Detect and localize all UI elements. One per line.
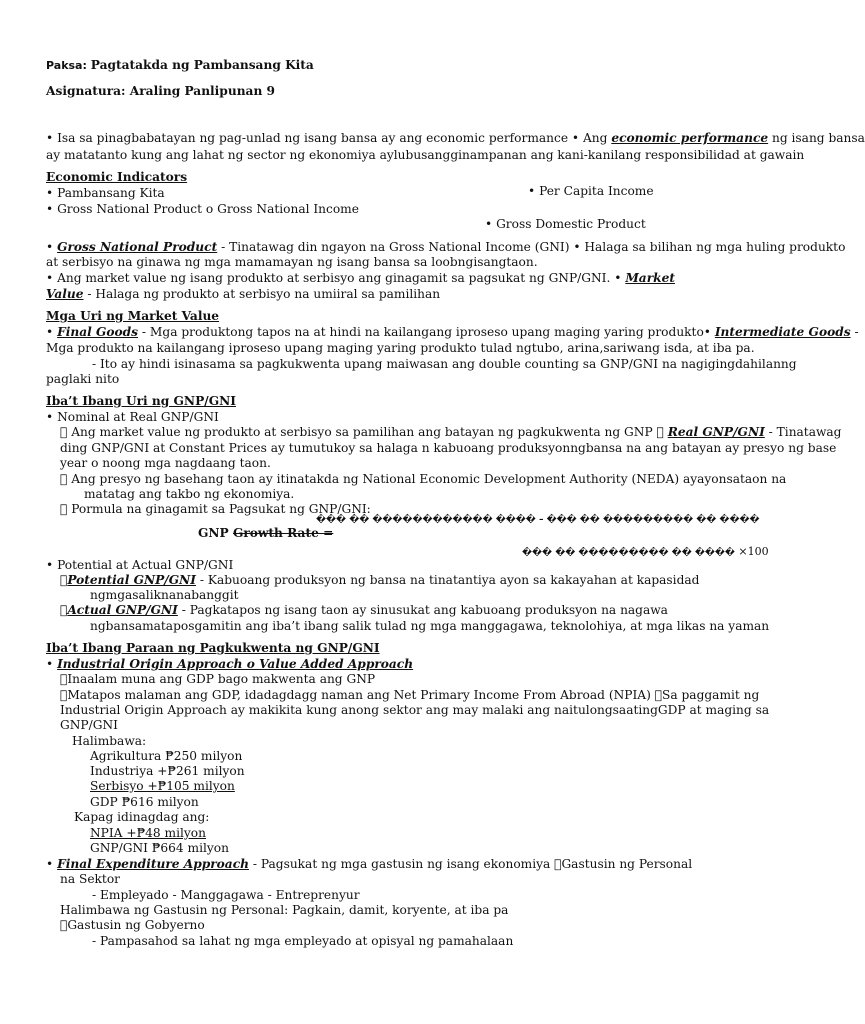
kinds-text: Ang market value ng produkto at serbisyo sa pamilihan ang batayan ng pagkukwenta ng GNP: [60, 425, 646, 439]
actual-gnp-term: Actual GNP/GNI: [60, 603, 171, 617]
gnp-def-line-3: [46, 271, 675, 286]
kinds-line-3: year o noong mga nagdaang taon.: [60, 456, 271, 470]
gnp-def-text: - Halaga ng produkto at serbisyo na umiiral sa pamilihan: [83, 287, 441, 301]
methods-line-4: GNP/GNI: [60, 718, 118, 732]
kinds-text: - Kabuoang produksyon ng bansa na tinatantiya ayon sa kakayahan at kapasidad: [188, 573, 693, 587]
value-term: Value: [46, 287, 84, 301]
actual-line-2: ngbansamataposgamitin ang iba’t ibang salik tulad ng mga manggagawa, teknolohiya, at mga likas na yaman: [90, 619, 770, 633]
real-gnp-term: Real GNP/GNI: [645, 425, 743, 439]
bullet: •: [46, 325, 58, 339]
gnp-def-text: - Tinatawag din ngayon na Gross National Income (GNI) • Halaga sa bilihan ng mga huling produkto: [217, 240, 846, 254]
indicator-item: • Gross Domestic Product: [485, 217, 646, 231]
final-goods-term: Final Goods: [57, 325, 139, 339]
indicator-item: • Gross National Product o Gross National Income: [46, 202, 359, 216]
potential-line-1: [60, 573, 699, 588]
kinds-text: - Pagkatapos ng isang taon ay sinusukat ang kabuoang produksyon na nagawa: [170, 603, 661, 617]
intro-text: • Isa sa pinagbabatayan ng pag-unlad ng isang bansa ay ang economic performance • Ang: [46, 131, 612, 145]
ioa-line: [46, 657, 413, 672]
gnp-def-line-2: at serbisyo na ginawa ng mga mamamayan ng isang bansa sa loobngisangtaon.: [46, 255, 538, 269]
market-text: - Mga produktong tapos na at hindi na kailangang iproseso upang maging yaring produkto•: [138, 325, 715, 339]
methods-line-3: Industrial Origin Approach ay makikita kung anong sektor ang may malaki ang naitulongsaatingGDP at maging sa: [60, 703, 770, 717]
topic-label: Paksa:: [46, 59, 87, 72]
bullet: •: [46, 657, 58, 671]
example-kapag: Kapag idinagdag ang:: [74, 810, 210, 824]
kinds-line-2: ding GNP/GNI at Constant Prices ay tumutukoy sa halaga n kabuoang produksyonngbansa na ang batayan ay presyo ng base: [60, 441, 837, 455]
ioa-term: Industrial Origin Approach o Value Added Approach: [57, 657, 414, 671]
fea-line-4: Halimbawa ng Gastusin ng Personal: Pagkain, damit, koryente, at iba pa: [60, 903, 509, 917]
fea-line-5: Gastusin ng Gobyerno: [60, 918, 198, 932]
example-ind: Industriya +₱261 milyon: [90, 764, 245, 778]
example-label: Halimbawa:: [72, 734, 147, 748]
methods-heading: Iba’t Ibang Paraan ng Pagkukwenta ng GNP/GNI: [46, 641, 380, 655]
kinds-line-5: matatag ang takbo ng ekonomiya.: [84, 487, 295, 501]
market-line-3: - Ito ay hindi isinasama sa pagkukwenta upang maiwasan ang double counting sa GNP/GNI na nagigingdahilanng: [92, 357, 797, 371]
bullet: •: [46, 857, 58, 871]
market-line-2: Mga produkto na kailangang iproseso upang maging yaring produkto tulad ngtubo, arina,sariwang isda, at iba pa.: [46, 341, 755, 355]
indicator-item: • Pambansang Kita: [46, 186, 165, 200]
formula-denominator-line: [522, 544, 769, 561]
kinds-line-4: Ang presyo ng basehang taon ay itinatakda ng National Economic Development Authority (NEDA) ayayonsataon na: [60, 472, 776, 486]
fea-line-3: - Empleyado - Manggagawa - Entreprenyur: [92, 888, 360, 902]
example-gnp: GNP/GNI ₱664 milyon: [90, 841, 229, 855]
market-text: -: [850, 325, 859, 339]
actual-line-1: [60, 603, 668, 618]
nominal-real-line: • Nominal at Real GNP/GNI: [46, 410, 219, 424]
kinds-heading: Iba’t Ibang Uri ng GNP/GNI: [46, 394, 236, 408]
example-gdp: GDP ₱616 milyon: [90, 795, 199, 809]
example-agri: Agrikultura ₱250 milyon: [90, 749, 243, 763]
formula-growth-rate: Growth Rate =: [232, 526, 334, 540]
formula-times: ×100: [734, 545, 769, 558]
topic-line: [46, 58, 314, 73]
methods-line-1: Inaalam muna ang GDP bago makwenta ang GNP: [60, 672, 368, 686]
gnp-def-line-4: [46, 287, 440, 302]
gnp-def-line-1: [46, 240, 845, 255]
intro-line-1: [46, 131, 865, 146]
fea-line-2: na Sektor: [60, 872, 120, 886]
indicator-item: • Per Capita Income: [528, 184, 654, 198]
formula-label: [198, 526, 333, 541]
methods-line-2: Matapos malaman ang GDP, idadagdagg naman ang Net Primary Income From Abroad (NPIA) Sa paggamit ng: [60, 688, 745, 702]
fea-text: - Pagsukat ng mga gastusin ng isang ekonomiya Gastusin ng Personal: [248, 857, 685, 871]
subject-label: Asignatura:: [46, 84, 126, 98]
example-npia: NPIA +₱48 milyon: [90, 826, 206, 840]
market-term: Market: [625, 271, 675, 285]
example-serb: Serbisyo +₱105 milyon: [90, 779, 235, 793]
potential-line-2: ngmgasaliknanabanggit: [90, 588, 239, 602]
fea-line: [46, 857, 692, 872]
intermediate-goods-term: Intermediate Goods: [714, 325, 851, 339]
formula-numerator: ��� �� ������������ ���� – ��� �� ��������� �� ����: [316, 515, 760, 525]
gnp-term: Gross National Product: [57, 240, 218, 254]
fea-term: Final Expenditure Approach: [57, 857, 249, 871]
kinds-line-6: Pormula na ginagamit sa Pagsukat ng GNP/GNI:: [60, 502, 360, 516]
intro-line-2: ay matatanto kung ang lahat ng sector ng ekonomiya aylubusangginampanan ang kani-kanilang responsibilidad at gawain: [46, 148, 805, 162]
indicators-heading: Economic Indicators: [46, 170, 188, 184]
market-heading: Mga Uri ng Market Value: [46, 309, 220, 323]
formula-gnp: GNP: [198, 526, 233, 540]
subject-line: [46, 84, 275, 99]
kinds-text: - Tinatawag: [742, 425, 820, 439]
bullet: •: [46, 240, 58, 254]
topic-title: Pagtatakda ng Pambansang Kita: [90, 58, 314, 72]
subject-value: Araling Panlipunan 9: [129, 84, 276, 98]
fea-line-6: - Pampasahod sa lahat ng mga empleyado at opisyal ng pamahalaan: [92, 934, 514, 948]
gnp-def-text: • Ang market value ng isang produkto at serbisyo ang ginagamit sa pagsukat ng GNP/GNI. •: [46, 271, 626, 285]
market-line-4: paglaki nito: [46, 372, 120, 386]
market-line-1: [46, 325, 859, 340]
kinds-line-1: [60, 425, 841, 440]
potential-gnp-term: Potential GNP/GNI: [60, 573, 189, 587]
potential-actual-line: • Potential at Actual GNP/GNI: [46, 558, 234, 572]
formula-denominator: ��� �� ��������� �� ����: [522, 548, 735, 558]
intro-emphasis: economic performance: [611, 131, 769, 145]
intro-text-end: ng isang bansa: [768, 131, 865, 145]
